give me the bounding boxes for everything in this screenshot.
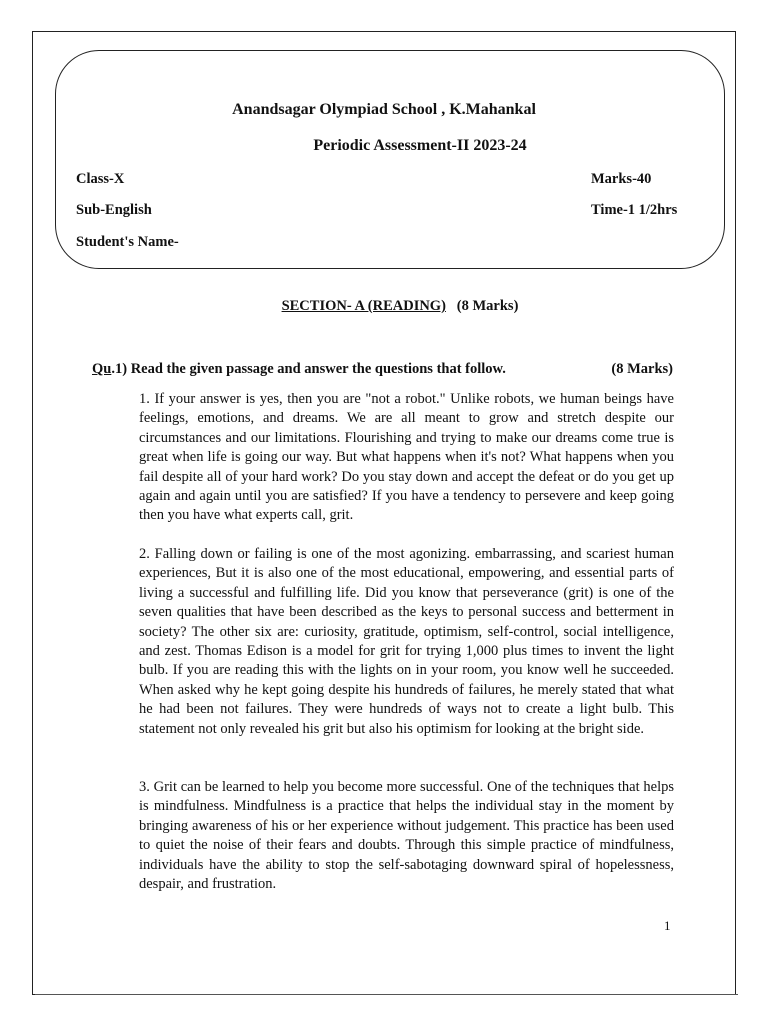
question-number-rest: .1) <box>111 361 128 377</box>
section-marks: (8 Marks) <box>456 298 519 314</box>
passage-paragraph-1: 1. If your answer is yes, then you are "not a robot." Unlike robots, we human beings have feelings, emotions, and dreams. We are all meant to grow and stretch despite our circumstances and our limitations. Flourishing and trying to make our dreams come true is great when life is going our way. But what happens when it's not? What happens when you fail despite all of your hard work? Do you stay down and accept the defeat or do you get up again and again until you are satisfied? If you have a tendency to persevere and keep going then you have what experts call, grit. <box>139 391 674 524</box>
time-label: Time-1 1/2hrs <box>591 202 678 218</box>
subject-label: Sub-English <box>76 202 152 218</box>
school-name: Anandsagar Olympiad School , K.Mahankal <box>232 101 536 118</box>
passage-paragraph-3: 3. Grit can be learned to help you become more successful. One of the techniques that helps is mindfulness. Mindfulness is a practice that helps the individual stay in the moment by bringing awareness of his or her experience without judgement. This practice has been used to quiet the noise of their fears and doubts. Through this simple practice of mindfulness, individuals have the ability to stop the self-sabotaging downward spiral of hopelessness, despair, and frustration. <box>139 779 674 893</box>
page-number: 1 <box>664 918 671 933</box>
section-heading <box>0 298 768 315</box>
class-label: Class-X <box>76 171 125 187</box>
page-border-shadow <box>35 992 738 995</box>
question-line <box>92 361 673 378</box>
question-marks: (8 Marks) <box>611 361 673 377</box>
passage-paragraph-2: 2. Falling down or failing is one of the most agonizing. embarrassing, and scariest human experiences, But it is also one of the most educational, empowering, and essential parts of living a successful and fulfilling life. Did you know that perseverance (grit) is one of the seven qualities that have been described as the keys to personal success and betterment in society? The other six are: curiosity, gratitude, optimism, self-control, social intelligence, and zest. Thomas Edison is a model for grit for trying 1,000 plus times to invent the light bulb. If you are reading this with the lights on in your room, you know well he succeeded. When asked why he kept going despite his hundreds of failures, he merely stated that what he had been not failures. They were hundreds of ways not to create a light bulb. This statement not only revealed his grit but also his optimism for looking at the bright side. <box>139 546 674 737</box>
student-name-label: Student's Name- <box>76 234 179 250</box>
section-title: SECTION- A (READING) <box>281 298 446 314</box>
question-prompt <box>92 361 506 378</box>
question-number-underlined: Qu <box>92 361 112 377</box>
assessment-title: Periodic Assessment-II 2023-24 <box>313 137 527 154</box>
question-text: Read the given passage and answer the questions that follow. <box>130 361 506 377</box>
marks-label: Marks-40 <box>591 171 652 187</box>
